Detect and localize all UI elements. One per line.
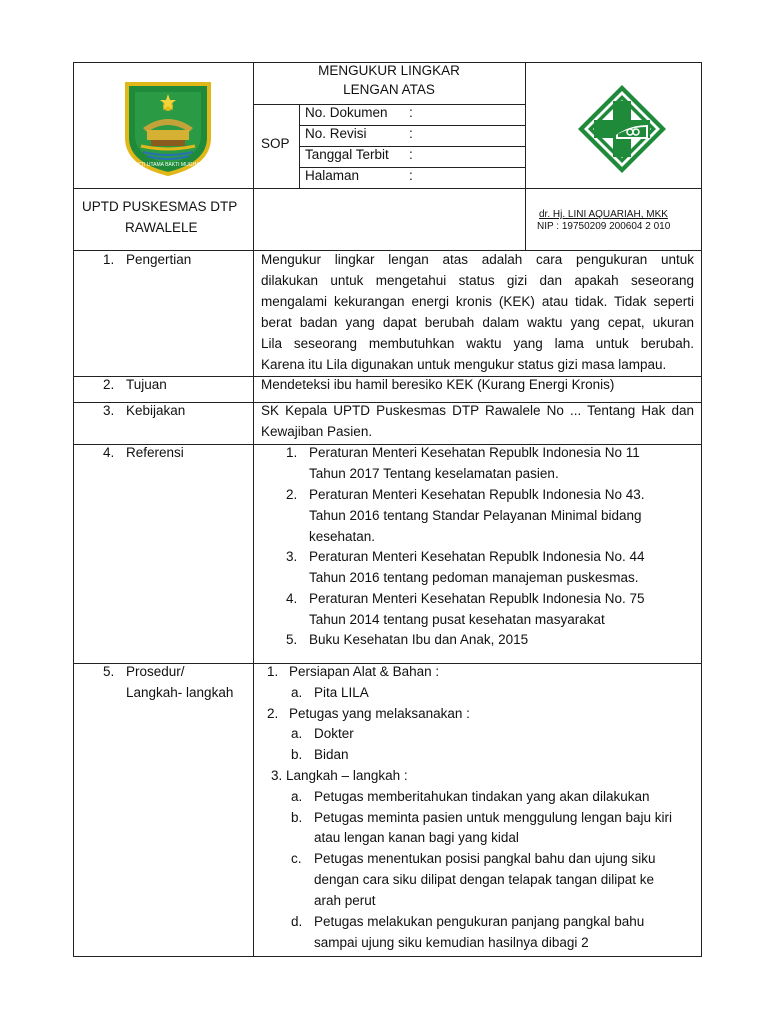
section-label-kebijakan: Kebijakan xyxy=(126,403,186,418)
sop-label: SOP xyxy=(261,136,290,151)
referensi-num: 1. xyxy=(286,445,298,460)
pengertian-line: Karena itu Lila digunakan untuk mengukur status gizi masa lampau. xyxy=(261,357,667,372)
section-num-kebijakan: 3. xyxy=(103,403,115,418)
meta-no-dokumen-label: No. Dokumen xyxy=(305,105,388,120)
referensi-line: Tahun 2017 Tentang keselamatan pasien. xyxy=(309,466,559,481)
prosedur-substep: Pita LILA xyxy=(314,685,369,700)
referensi-num: 2. xyxy=(286,487,298,502)
section-label-prosedur-line2: Langkah- langkah xyxy=(126,685,234,700)
prosedur-substep-num: b. xyxy=(291,747,303,762)
prosedur-step: Persiapan Alat & Bahan : xyxy=(289,664,440,679)
section-num-prosedur: 5. xyxy=(103,664,115,679)
referensi-line: Peraturan Menteri Kesehatan Republk Indonesia No. 44 xyxy=(309,549,645,564)
prosedur-substep: Dokter xyxy=(314,726,354,741)
divider-sop-column xyxy=(299,104,300,188)
meta-no-revisi-label: No. Revisi xyxy=(305,126,367,141)
referensi-line: kesehatan. xyxy=(309,529,376,544)
doc-title-line2: LENGAN ATAS xyxy=(343,82,435,97)
section-label-pengertian: Pengertian xyxy=(126,252,192,267)
langkah-num: b. xyxy=(291,810,303,825)
langkah-line: Petugas memberitahukan tindakan yang akan dilakukan xyxy=(314,789,650,804)
referensi-num: 4. xyxy=(286,591,298,606)
meta-tanggal-terbit-sep: : xyxy=(409,147,413,162)
referensi-line: Buku Kesehatan Ibu dan Anak, 2015 xyxy=(309,632,529,647)
meta-halaman-sep: : xyxy=(409,168,413,183)
divider-header-bottom xyxy=(73,188,702,189)
referensi-line: Peraturan Menteri Kesehatan Republk Indonesia No 43. xyxy=(309,487,645,502)
langkah-num: d. xyxy=(291,914,303,929)
section-num-referensi: 4. xyxy=(103,445,115,460)
kebijakan-line: SK Kepala UPTD Puskesmas DTP Rawalele No ... Tentang Hak dan xyxy=(261,403,694,418)
referensi-line: Peraturan Menteri Kesehatan Republk Indonesia No 11 xyxy=(309,445,640,460)
prosedur-substep: Bidan xyxy=(314,747,349,762)
logo-motto-bottom: BAKTI UTAMA BAKTI MUGHAYA xyxy=(131,162,206,168)
meta-halaman-label: Halaman xyxy=(305,168,360,183)
pengertian-line: mengalami kekurangan energi kronis (KEK) atau tidak. Tidak seperti xyxy=(261,294,694,309)
langkah-line: Petugas menentukan posisi pangkal bahu dan ujung siku xyxy=(314,851,656,866)
section-label-prosedur: Prosedur/ xyxy=(126,664,185,679)
referensi-line: Tahun 2016 tentang Standar Pelayanan Minimal bidang xyxy=(309,508,642,523)
referensi-line: Peraturan Menteri Kesehatan Republk Indonesia No. 75 xyxy=(309,591,645,606)
prosedur-substep-num: a. xyxy=(291,685,303,700)
meta-no-revisi-sep: : xyxy=(409,126,413,141)
pengertian-line: berat badan yang dapat berubah dalam waktu yang cepat, ukuran xyxy=(261,315,694,330)
pengertian-line: Mengukur lingkar lengan atas adalah cara pengukuran untuk xyxy=(261,252,694,267)
meta-no-dokumen-sep: : xyxy=(409,105,413,120)
referensi-num: 5. xyxy=(286,632,298,647)
puskesmas-logo xyxy=(576,83,668,175)
section-label-tujuan: Tujuan xyxy=(126,377,167,392)
referensi-line: Tahun 2016 tentang pedoman manajeman puskesmas. xyxy=(309,570,639,585)
divider-title-bottom xyxy=(253,104,525,105)
divider-label-column xyxy=(253,62,254,957)
langkah-line: dengan cara siku dilipat dengan telapak tangan dilipat ke xyxy=(314,872,654,887)
referensi-num: 3. xyxy=(286,549,298,564)
referensi-line: Tahun 2014 tentang pusat kesehatan masyarakat xyxy=(309,612,605,627)
langkah-line: arah perut xyxy=(314,893,376,908)
langkah-line: sampai ujung siku kemudian hasilnya dibagi 2 xyxy=(314,935,589,950)
logo-motto-top: SERENG PANCASILA xyxy=(143,78,193,84)
tujuan-text: Mendeteksi ibu hamil beresiko KEK (Kurang Energi Kronis) xyxy=(261,377,615,392)
pengertian-line: dilakukan untuk mengetahui status gizi dan apakah seseorang xyxy=(261,273,694,288)
section-label-referensi: Referensi xyxy=(126,445,184,460)
prosedur-step-num: 1. xyxy=(267,664,279,679)
prosedur-step: Petugas yang melaksanakan : xyxy=(289,706,470,721)
pengertian-line: Lila seseorang membutuhkan waktu yang lama untuk berubah. xyxy=(261,336,694,351)
org-name-line2: RAWALELE xyxy=(125,220,198,235)
divider-right-column xyxy=(525,62,526,250)
meta-tanggal-terbit-label: Tanggal Terbit xyxy=(305,147,389,162)
signer-name: dr. Hj. LINI AQUARIAH, MKK xyxy=(539,209,668,220)
sop-document xyxy=(73,62,702,957)
org-name-line1: UPTD PUSKESMAS DTP xyxy=(82,199,238,214)
doc-title-line1: MENGUKUR LINGKAR xyxy=(318,63,460,78)
prosedur-step-num: 2. xyxy=(267,706,279,721)
langkah-num: c. xyxy=(291,851,302,866)
section-num-pengertian: 1. xyxy=(103,252,115,267)
langkah-num: a. xyxy=(291,789,303,804)
signer-nip: NIP : 19750209 200604 2 010 xyxy=(537,221,671,232)
prosedur-step: 3. Langkah – langkah : xyxy=(271,768,408,783)
prosedur-substep-num: a. xyxy=(291,726,303,741)
langkah-line: atau lengan kanan bagi yang kidal xyxy=(314,830,519,845)
langkah-line: Petugas melakukan pengukuran panjang pangkal bahu xyxy=(314,914,645,929)
section-num-tujuan: 2. xyxy=(103,377,115,392)
kebijakan-line: Kewajiban Pasien. xyxy=(261,424,373,439)
langkah-line: Petugas meminta pasien untuk menggulung lengan baju kiri xyxy=(314,810,672,825)
